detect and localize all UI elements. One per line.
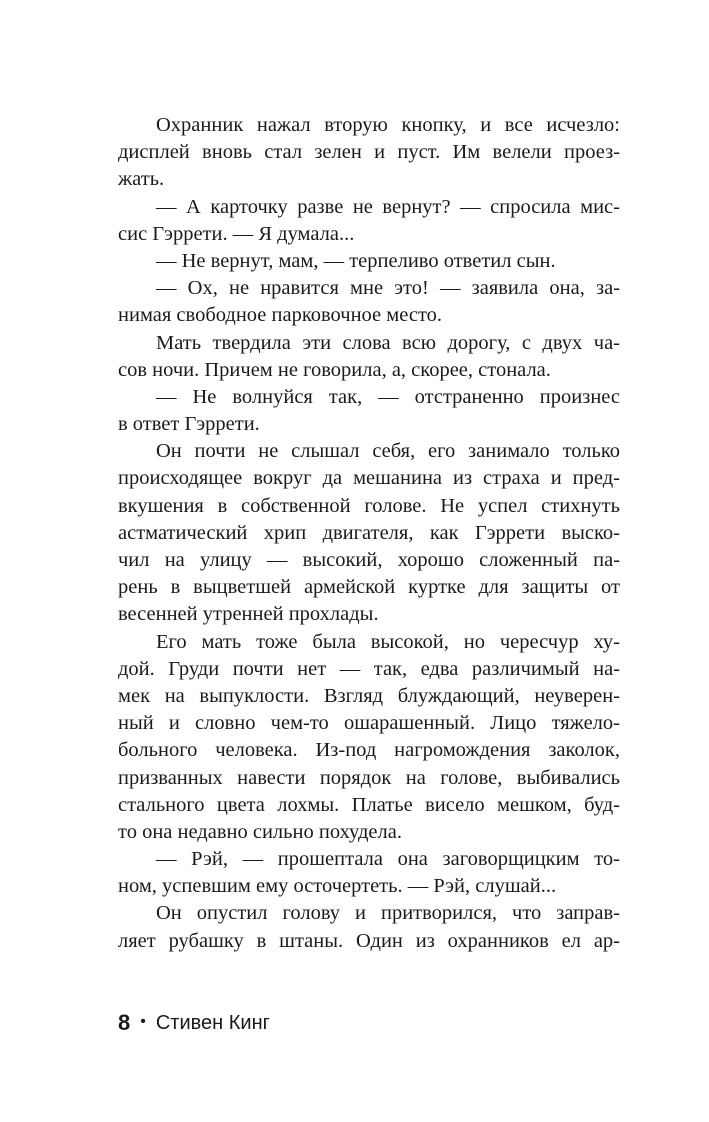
- text-line: чил на улицу — высокий, хорошо сложенный па-: [118, 549, 620, 571]
- text-line: — Ох, не нравится мне это! — заявила она, за-: [156, 277, 620, 300]
- text-line: ном, успевшим ему осточертеть. — Рэй, слушай...: [118, 875, 557, 898]
- text-line: весенней утренней прохлады.: [118, 603, 379, 626]
- page-body: [118, 112, 620, 955]
- page-footer: [118, 1008, 270, 1038]
- text-line: дисплей вновь стал зелен и пуст. Им велели проез-: [118, 141, 620, 164]
- text-line: жать.: [118, 168, 165, 191]
- text-line: ляет рубашку в штаны. Один из охранников ел ар-: [118, 929, 620, 952]
- text-line: призванных навести порядок на голове, выбивались: [118, 766, 620, 789]
- text-line: — Не вернут, мам, — терпеливо ответил сын.: [156, 249, 556, 272]
- text-line: дой. Груди почти нет — так, едва различимый на-: [118, 657, 620, 680]
- text-line: — Не волнуйся так, — отстраненно произнес: [156, 385, 620, 408]
- text-line: Охранник нажал вторую кнопку, и все исчезло:: [156, 114, 620, 136]
- text-line: сис Гэррети. — Я думала...: [118, 222, 355, 245]
- text-line: Его мать тоже была высокой, но чересчур ху-: [156, 630, 620, 653]
- text-line: сов ночи. Причем не говорила, а, скорее, стонала.: [118, 358, 551, 381]
- text-line: больного человека. Из-под нагромождения заколок,: [118, 739, 620, 762]
- text-line: астматический хрип двигателя, как Гэррети выско-: [118, 521, 620, 544]
- author-name: Стивен Кинг: [155, 1011, 270, 1034]
- text-line: Он почти не слышал себя, его занимало только: [156, 440, 620, 463]
- text-line: ный и словно чем-то ошарашенный. Лицо тяжело-: [118, 712, 620, 735]
- text-line: нимая свободное парковочное место.: [118, 304, 443, 327]
- text-line: то она недавно сильно похудела.: [118, 820, 402, 843]
- footer-separator: •: [140, 1013, 146, 1030]
- text-line: происходящее вокруг да мешанина из страха и пред-: [118, 467, 620, 490]
- text-line: в ответ Гэррети.: [118, 413, 260, 436]
- text-line: мек на выпуклости. Взгляд блуждающий, неуверен-: [118, 684, 620, 707]
- text-line: рень в выцветшей армейской куртке для защиты от: [118, 576, 620, 599]
- text-line: — А карточку разве не вернут? — спросила мис-: [156, 195, 620, 218]
- text-line: стального цвета лохмы. Платье висело мешком, буд-: [118, 793, 620, 816]
- text-line: Мать твердила эти слова всю дорогу, с двух ча-: [156, 331, 620, 354]
- text-line: Он опустил голову и притворился, что заправ-: [156, 902, 620, 925]
- page-number: 8: [118, 1010, 131, 1035]
- text-line: вкушения в собственной голове. Не успел стихнуть: [118, 494, 620, 517]
- text-line: — Рэй, — прошептала она заговорщицким то-: [156, 848, 620, 871]
